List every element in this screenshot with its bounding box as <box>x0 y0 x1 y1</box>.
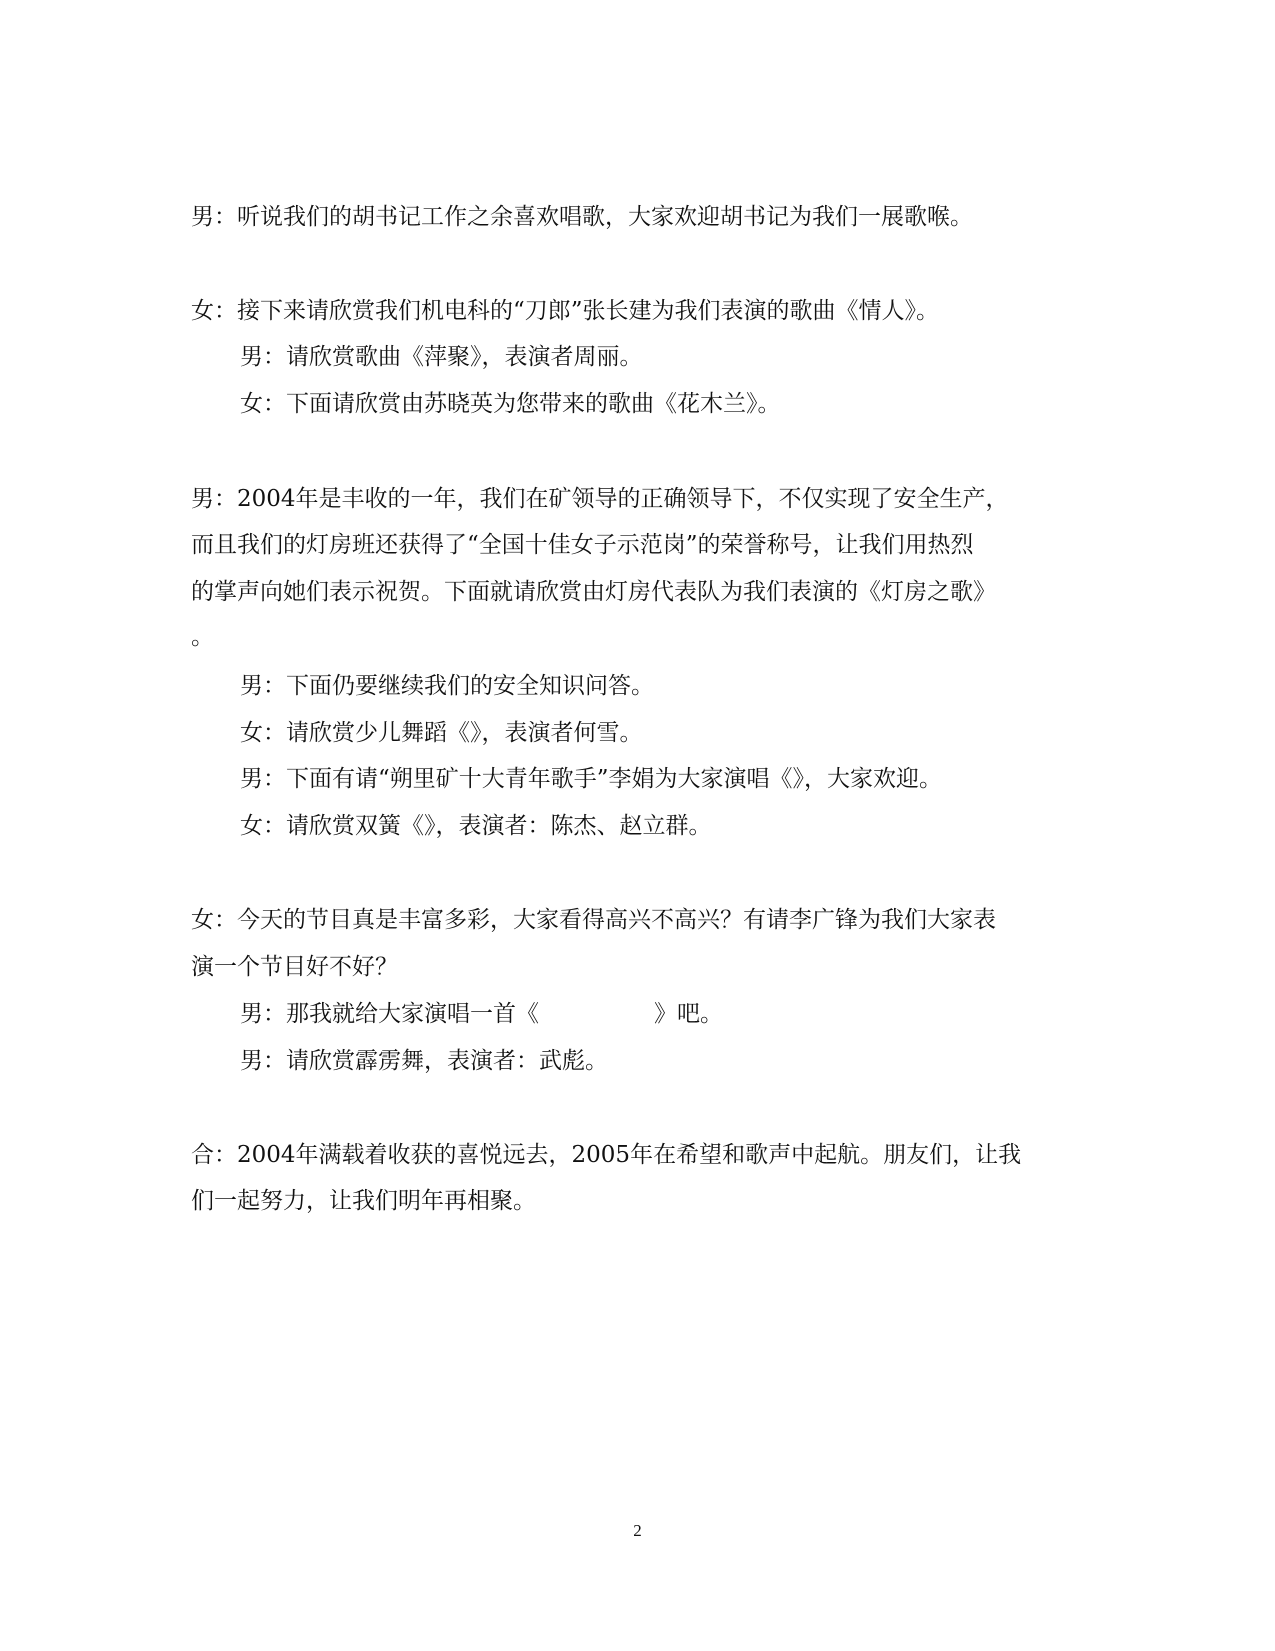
speech-line: 们一起努力，让我们明年再相聚。 <box>191 1188 536 1214</box>
speech-line: 男：下面仍要继续我们的安全知识问答。 <box>240 673 654 699</box>
speech-line: 男：2004年是丰收的一年，我们在矿领导的正确领导下，不仅实现了安全生产， <box>191 486 1009 512</box>
speech-line: 男：下面有请“朔里矿十大青年歌手”李娟为大家演唱《》，大家欢迎。 <box>240 766 943 792</box>
speech-line: 女：请欣赏双簧《》，表演者：陈杰、赵立群。 <box>240 813 712 839</box>
speech-line: 女：今天的节目真是丰富多彩，大家看得高兴不高兴？有请李广锋为我们大家表 <box>191 907 996 933</box>
speech-line: 女：接下来请欣赏我们机电科的“刀郎”张长建为我们表演的歌曲《情人》。 <box>191 298 940 324</box>
speech-line: 女：请欣赏少儿舞蹈《》，表演者何雪。 <box>240 720 643 746</box>
speech-line: 演一个节目好不好？ <box>191 954 398 980</box>
page-number: 2 <box>633 1521 642 1540</box>
speech-line: 女：下面请欣赏由苏晓英为您带来的歌曲《花木兰》。 <box>240 391 781 417</box>
speech-line: 的掌声向她们表示祝贺。下面就请欣赏由灯房代表队为我们表演的《灯房之歌》 <box>191 579 996 605</box>
speech-line: 男：请欣赏霹雳舞，表演者：武彪。 <box>240 1048 608 1074</box>
speech-line: 合：2004年满载着收获的喜悦远去，2005年在希望和歌声中起航。朋友们，让我 <box>191 1142 1022 1168</box>
speech-line: 男：请欣赏歌曲《萍聚》，表演者周丽。 <box>240 344 643 370</box>
speech-line: 而且我们的灯房班还获得了“全国十佳女子示范岗”的荣誉称号，让我们用热烈 <box>191 532 974 558</box>
speech-line: 男：那我就给大家演唱一首《 》吧。 <box>240 1001 723 1027</box>
speech-line: 男：听说我们的胡书记工作之余喜欢唱歌，大家欢迎胡书记为我们一展歌喉。 <box>191 204 973 230</box>
speech-line: 。 <box>191 624 214 650</box>
